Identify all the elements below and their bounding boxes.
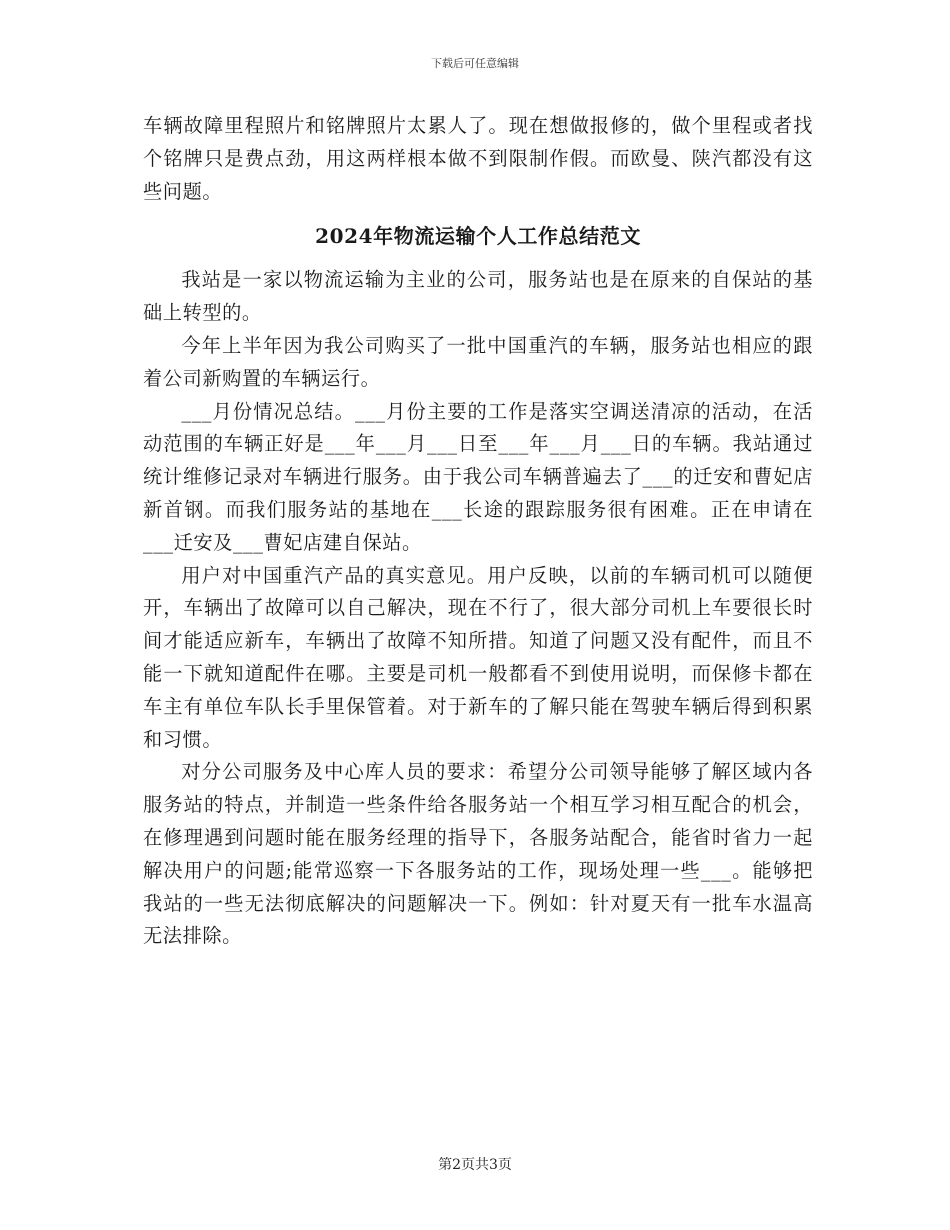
intro-paragraph: 车辆故障里程照片和铭牌照片太累人了。现在想做报修的，做个里程或者找个铭牌只是费点劲，用这两样根本做不到限制作假。而欧曼、陕汽都没有这些问题。 — [143, 114, 813, 203]
document-body — [143, 110, 813, 953]
paragraph-5: 对分公司服务及中心库人员的要求：希望分公司领导能够了解区域内各服务站的特点，并制造一些条件给各服务站一个相互学习相互配合的机会，在修理遇到问题时能在服务经理的指导下，各服务站配合，能省时省力一起解决用户的问题;能常巡察一下各服务站的工作，现场处理一些___。能够把我站的一些无法彻底解决的问题解决一下。例如：针对夏天有一批车水温高无法排除。 — [143, 760, 813, 948]
paragraph-4: 用户对中国重汽产品的真实意见。用户反映，以前的车辆司机可以随便开，车辆出了故障可以自己解决，现在不行了，很大部分司机上车要很长时间才能适应新车，车辆出了故障不知所措。知道了问题又没有配件，而且不能一下就知道配件在哪。主要是司机一般都看不到使用说明，而保修卡都在车主有单位车队长手里保管着。对于新车的了解只能在驾驶车辆后得到积累和习惯。 — [143, 563, 813, 751]
paragraph-2: 今年上半年因为我公司购买了一批中国重汽的车辆，服务站也相应的跟着公司新购置的车辆运行。 — [143, 333, 813, 390]
paragraph-3: ___月份情况总结。___月份主要的工作是落实空调送清凉的活动，在活动范围的车辆正好是___年___月___日至___年___月___日的车辆。我站通过统计维修记录对车辆进行服务。由于我公司车辆普遍去了___的迁安和曹妃店新首钢。而我们服务站的基地在___长途的跟踪服务很有困难。正在申请在___迁安及___曹妃店建自保站。 — [143, 399, 813, 554]
page-header: 下载后可任意编辑 — [431, 57, 519, 70]
document-title: 2024年物流运输个人工作总结范文 — [315, 224, 641, 249]
paragraph-1: 我站是一家以物流运输为主业的公司，服务站也是在原来的自保站的基础上转型的。 — [143, 268, 813, 325]
page-number: 第2页共3页 — [438, 1157, 512, 1173]
